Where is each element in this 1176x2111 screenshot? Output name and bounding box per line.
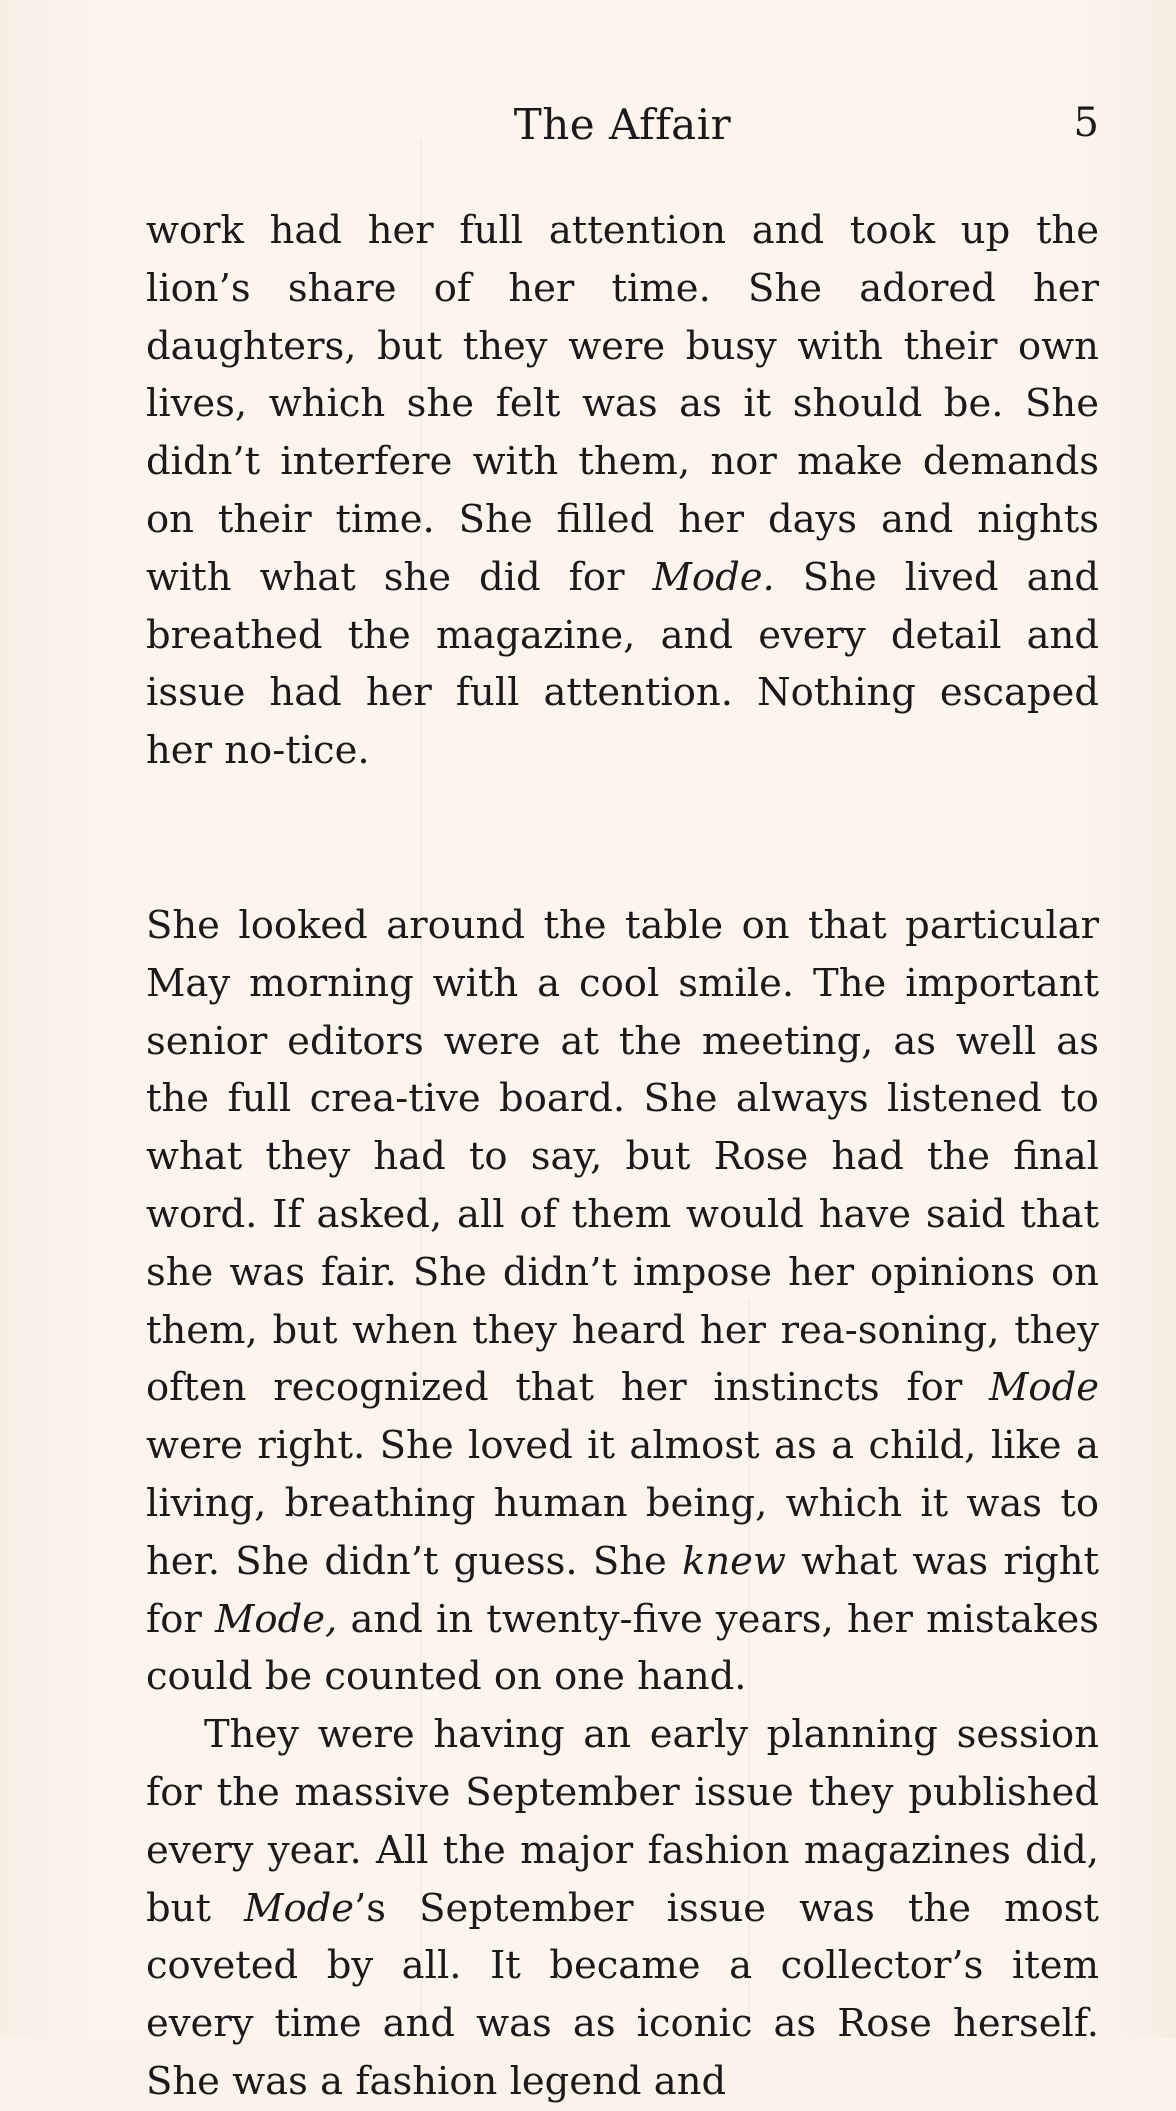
text-line: tive board. She always listened to what they had to	[146, 1076, 1099, 1180]
text-line: ’s September issue was the most coveted by all.	[146, 1885, 1099, 1989]
italic-title-mode: Mode.	[652, 554, 775, 600]
italic-emphasis: knew	[682, 1538, 786, 1584]
text-line: were right. She loved it almost as a child, like	[146, 1423, 1062, 1469]
text-line: She lived	[774, 554, 999, 600]
text-line: share of her time. She adored her daughters, but	[146, 265, 1099, 369]
paragraph-2	[146, 897, 1099, 1706]
text-line: the massive September issue they published every	[146, 1769, 1099, 1873]
text-line: They were having an early planning session for	[146, 1712, 1099, 1815]
text-line: editors were at the meeting, as well as the full crea-	[146, 1018, 1099, 1122]
text-line: year. All the major fashion magazines did, but	[146, 1827, 1099, 1931]
text-line: say, but Rose had the final word. If asked, all of them	[146, 1134, 1099, 1237]
page-header	[146, 100, 1099, 160]
italic-title-mode: Mode,	[215, 1596, 338, 1642]
page-number: 5	[1073, 100, 1099, 146]
paragraph-1	[146, 202, 1099, 780]
text-line: iconic as Rose herself. She was a fashion legend and	[146, 2001, 1099, 2104]
text-line: they were busy with their own lives, which she felt	[146, 323, 1099, 427]
text-line: tice.	[285, 728, 370, 774]
text-line: what was right for	[146, 1538, 1099, 1642]
italic-title-mode: Mode	[988, 1365, 1099, 1411]
text-line: would have said that she was fair. She didn’t impose	[146, 1191, 1099, 1295]
text-line: nor make demands on their time. She filled her days	[146, 439, 1099, 542]
section-break	[146, 780, 1099, 897]
text-line: work had her full attention and took up the lion’s	[146, 208, 1099, 311]
text-line: soning, they often recognized that her instincts for	[146, 1307, 1099, 1411]
text-line: morning with a cool smile. The important senior	[146, 960, 1099, 1064]
paragraph-3	[146, 1706, 1099, 2111]
text-line: be counted on one hand.	[264, 1654, 747, 1700]
running-head: The Affair	[513, 100, 732, 149]
text-line: her. She didn’t guess. She	[146, 1538, 683, 1584]
italic-title-mode: Mode	[244, 1885, 355, 1931]
text-line: a living, breathing human being, which it was to	[146, 1423, 1099, 1526]
text-line: her opinions on them, but when they heard her rea-	[146, 1249, 1099, 1353]
text-line: and in twenty-five years, her mistakes could	[146, 1596, 1099, 1700]
text-line: She looked around the table on that particular May	[146, 902, 1099, 1006]
text-line: was as it should be. She didn’t interfere with them,	[146, 381, 1099, 485]
text-line: It became a collector’s item every time and was as	[146, 1943, 1099, 2047]
page-body	[146, 202, 1099, 2111]
text-line: and breathed the magazine, and every detail and	[146, 554, 1099, 658]
text-line: issue had her full attention. Nothing escaped her no-	[146, 670, 1099, 774]
text-line: and nights with what she did for	[146, 496, 1099, 600]
